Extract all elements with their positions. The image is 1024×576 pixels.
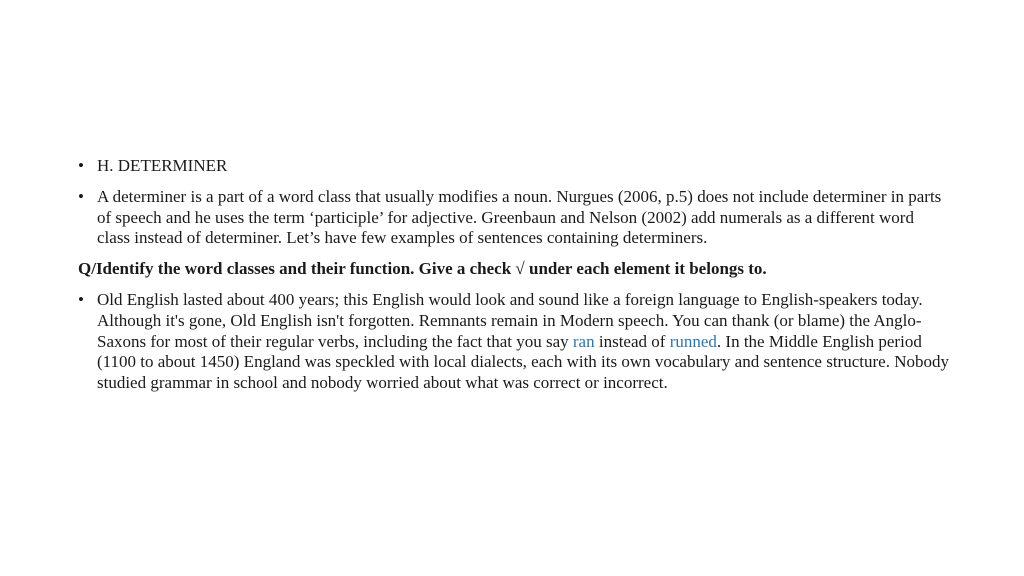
definition-paragraph: • A determiner is a part of a word class that usually modifies a noun. Nurgues (2006, p.5) does not include determiner in parts of speech and he uses the term ‘participle’ for adjective. Greenbaun and Nelson (2002) add numerals as a different word class instead of determiner. Let’s have few examples of sentences containing determiners. <box>78 187 950 249</box>
example-text-part-1: Old English lasted about 400 years; this English would look and sound like a foreign language to English-speakers today. Although it's gone, Old English isn't forgotten. Remnants remain in Modern speech. You can thank (or blame) the Anglo-Saxons for most of their regular verbs, including the fact that you say <box>97 289 923 351</box>
slide-body <box>78 156 950 394</box>
example-text-part-3: . In the Middle English period (1100 to about 1450) England was speckled with local dialects, each with its own vocabulary and sentence structure. Nobody studied grammar in school and nobody worried about what was correct or incorrect. <box>97 331 949 393</box>
highlight-word-runned: runned <box>669 331 717 351</box>
question-text: Q/Identify the word classes and their function. Give a check √ under each element it belongs to. <box>78 259 767 279</box>
example-text-part-2: instead of <box>594 331 670 351</box>
example-paragraph <box>78 290 950 394</box>
section-heading: • H. DETERMINER <box>78 156 950 177</box>
highlight-word-ran: ran <box>572 331 595 351</box>
